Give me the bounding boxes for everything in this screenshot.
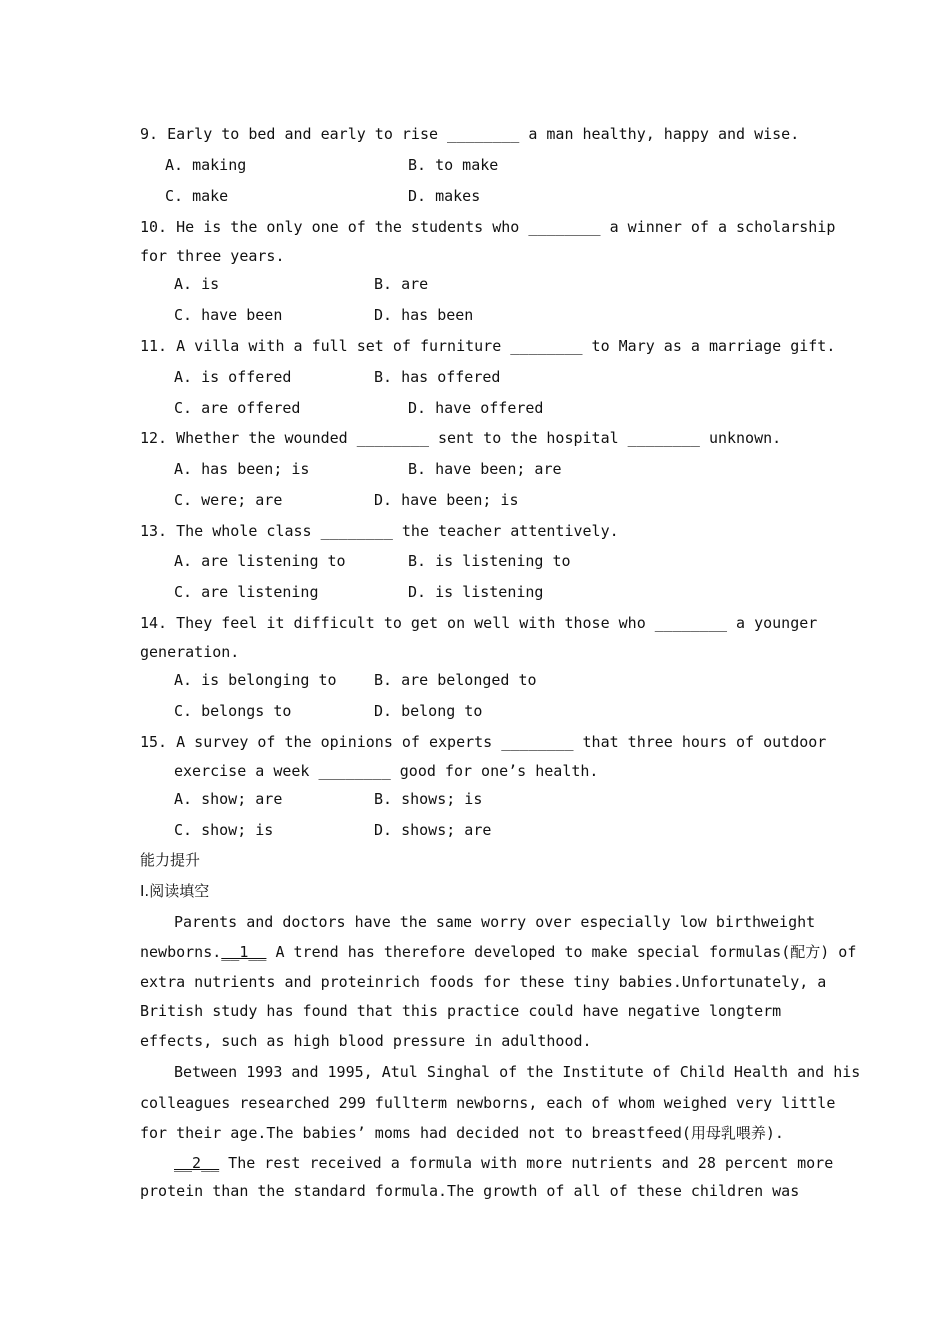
question-15-option-a: A. show; are	[174, 790, 283, 808]
passage-p1-line2	[140, 942, 856, 962]
question-14-option-c: C. belongs to	[174, 702, 292, 720]
question-14-stem-continued: generation.	[140, 643, 240, 661]
question-12-option-d: D. have been; is	[374, 491, 519, 509]
question-11-option-a: A. is offered	[174, 368, 292, 386]
question-10-option-c: C. have been	[174, 306, 283, 324]
question-9-option-b: B. to make	[408, 156, 499, 174]
question-10-option-b: B. are	[374, 275, 429, 293]
passage-p3-line1	[174, 1153, 833, 1173]
passage-p3-line2: protein than the standard formula.The growth of all of these children was	[140, 1182, 800, 1200]
passage-p1-line1: Parents and doctors have the same worry over especially low birthweight	[174, 913, 816, 931]
question-13-option-a: A. are listening to	[174, 552, 346, 570]
question-11-option-c: C. are offered	[174, 399, 301, 417]
question-11-option-b: B. has offered	[374, 368, 501, 386]
blank-2: __2__	[174, 1154, 220, 1172]
question-15-option-c: C. show; is	[174, 821, 274, 839]
passage-p1-line2-start: newborns.	[140, 943, 222, 961]
question-14-option-a: A. is belonging to	[174, 671, 337, 689]
question-10-option-d: D. has been	[374, 306, 474, 324]
question-12-option-a: A. has been; is	[174, 460, 310, 478]
passage-p2-line3: for their age.The babies’ moms had decided not to breastfeed(用母乳喂养).	[140, 1124, 784, 1142]
question-14-option-b: B. are belonged to	[374, 671, 537, 689]
question-12-option-b: B. have been; are	[408, 460, 562, 478]
question-13-option-b: B. is listening to	[408, 552, 571, 570]
question-10-stem-continued: for three years.	[140, 247, 285, 265]
passage-p1-line4: British study has found that this practice could have negative longterm	[140, 1002, 782, 1020]
question-15-option-d: D. shows; are	[374, 821, 492, 839]
question-9-option-c: C. make	[165, 187, 229, 205]
question-13-option-c: C. are listening	[174, 583, 319, 601]
question-14-option-d: D. belong to	[374, 702, 483, 720]
passage-p2-line2: colleagues researched 299 fullterm newborns, each of whom weighed very little	[140, 1094, 836, 1112]
blank-1: __1__	[221, 943, 267, 961]
question-10-option-a: A. is	[174, 275, 220, 293]
question-9-option-d: D. makes	[408, 187, 481, 205]
question-14-stem: 14. They feel it difficult to get on well with those who ________ a younger	[140, 614, 818, 632]
passage-p1-line5: effects, such as high blood pressure in adulthood.	[140, 1032, 592, 1050]
question-13-stem: 13. The whole class ________ the teacher attentively.	[140, 522, 619, 540]
question-11-stem: 11. A villa with a full set of furniture ________ to Mary as a marriage gift.	[140, 337, 836, 355]
question-10-stem: 10. He is the only one of the students who ________ a winner of a scholarship	[140, 218, 836, 236]
passage-p2-line1: Between 1993 and 1995, Atul Singhal of the Institute of Child Health and his	[174, 1063, 861, 1081]
passage-p3-line1-end: The rest received a formula with more nutrients and 28 percent more	[219, 1154, 834, 1172]
passage-p1-line3: extra nutrients and proteinrich foods for these tiny babies.Unfortunately, a	[140, 973, 827, 991]
section-heading: 能力提升	[140, 851, 201, 869]
section-subheading: Ⅰ.阅读填空	[140, 882, 210, 900]
question-9-stem: 9. Early to bed and early to rise ________ a man healthy, happy and wise.	[140, 125, 800, 143]
question-15-option-b: B. shows; is	[374, 790, 483, 808]
passage-p1-line2-end: A trend has therefore developed to make special formulas(配方) of	[266, 943, 857, 961]
question-11-option-d: D. have offered	[408, 399, 544, 417]
question-13-option-d: D. is listening	[408, 583, 544, 601]
question-15-stem: 15. A survey of the opinions of experts ________ that three hours of outdoor	[140, 733, 827, 751]
question-12-option-c: C. were; are	[174, 491, 283, 509]
question-15-stem-continued: exercise a week ________ good for one’s health.	[174, 762, 599, 780]
question-12-stem: 12. Whether the wounded ________ sent to the hospital ________ unknown.	[140, 429, 782, 447]
question-9-option-a: A. making	[165, 156, 247, 174]
